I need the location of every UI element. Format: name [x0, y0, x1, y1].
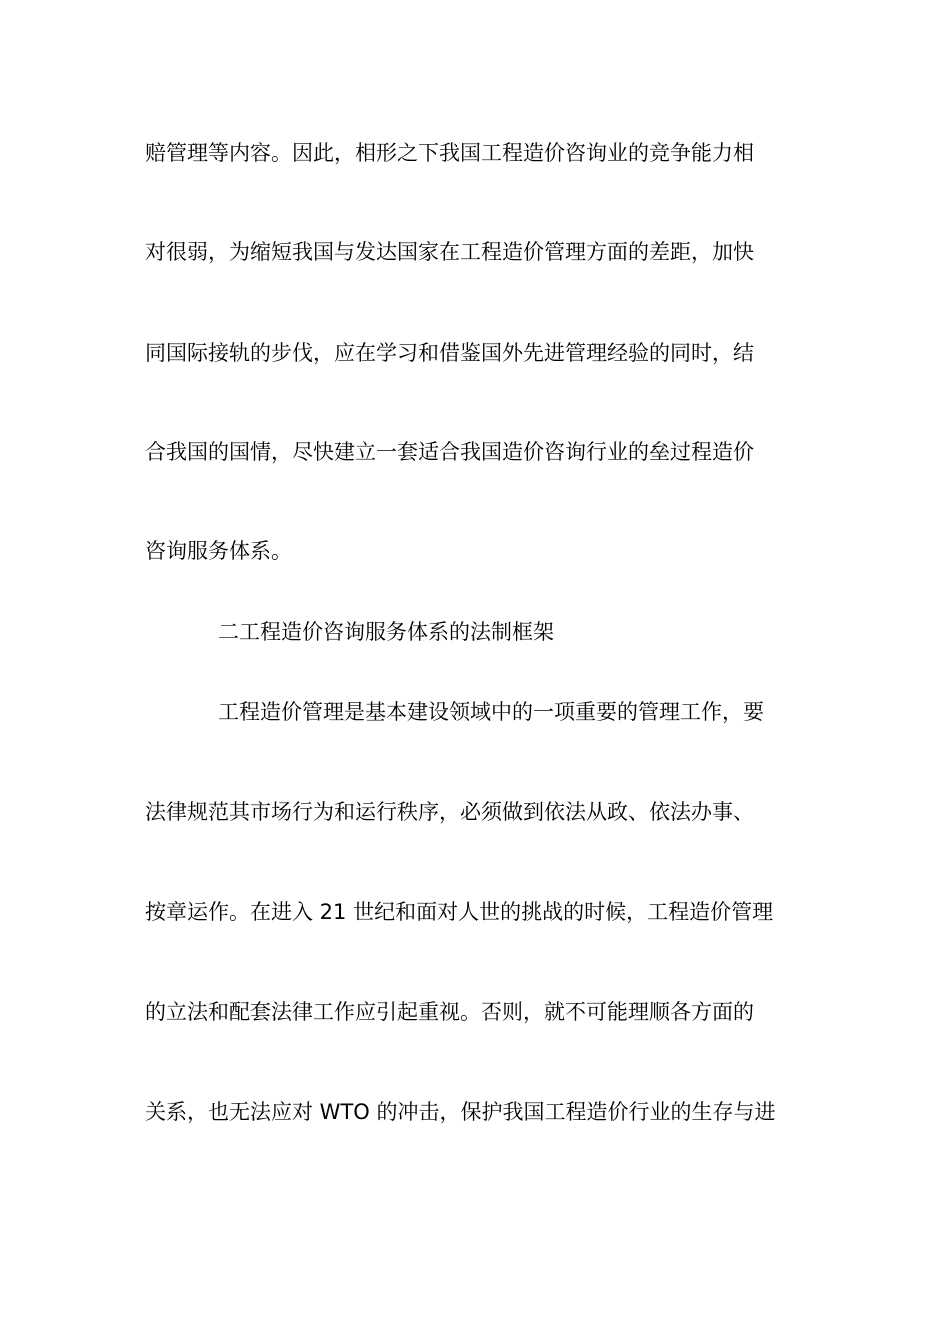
paragraph-line: 对很弱，为缩短我国与发达国家在工程造价管理方面的差距，加快 — [145, 240, 754, 264]
paragraph-line: 的立法和配套法律工作应引起重视。否则，就不可能理顺各方面的 — [145, 1000, 754, 1024]
paragraph-line: 合我国的国情，尽快建立一套适合我国造价咨询行业的垒过程造价 — [145, 440, 754, 464]
section-heading: 二工程造价咨询服务体系的法制框架 — [218, 620, 554, 644]
paragraph-line: 咨询服务体系。 — [145, 539, 292, 563]
paragraph-line: 赔管理等内容。因此，相形之下我国工程造价咨询业的竞争能力相 — [145, 141, 754, 165]
paragraph-line: 同国际接轨的步伐，应在学习和借鉴国外先进管理经验的同时，结 — [145, 341, 754, 365]
paragraph-line: 工程造价管理是基本建设领域中的一项重要的管理工作，要 — [218, 700, 764, 724]
paragraph-line: 关系，也无法应对 WTO 的冲击，保护我国工程造价行业的生存与进 — [145, 1100, 776, 1124]
paragraph-line: 按章运作。在进入 21 世纪和面对人世的挑战的时候，工程造价管理 — [145, 900, 774, 924]
paragraph-line: 法律规范其市场行为和运行秩序，必须做到依法从政、依法办事、 — [145, 800, 754, 824]
